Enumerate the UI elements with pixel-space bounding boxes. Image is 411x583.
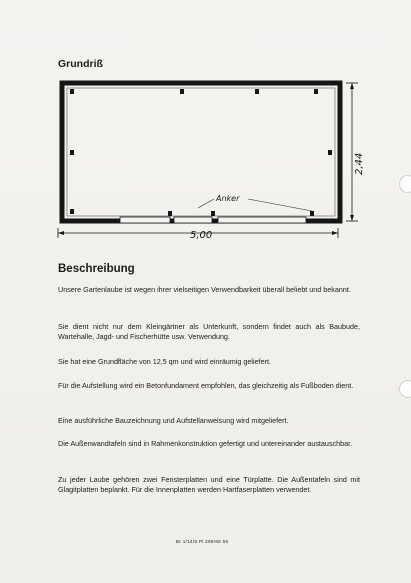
description-paragraph: Sie hat eine Grundfläche von 12,5 qm und wird einräumig geliefert. — [58, 357, 271, 366]
dimension-width-label: 2,44 — [354, 152, 365, 175]
punch-hole — [399, 175, 411, 193]
dimension-width — [346, 83, 365, 221]
punch-hole — [399, 380, 411, 398]
description-heading: Beschreibung — [58, 263, 135, 275]
description-paragraph: Unsere Gartenlaube ist wegen ihrer vielseitigen Verwendbarkeit überall beliebt und bekannt. — [58, 285, 351, 294]
dimension-length — [58, 228, 338, 241]
anchor-leader-line — [198, 199, 214, 208]
dimension-length-label: 5,00 — [190, 230, 213, 241]
window-opening — [120, 217, 170, 223]
description-paragraph: Zu jeder Laube gehören zwei Fensterplatten und eine Türplatte. Die Außentafeln sind mit Glagitplatten beplankt. Für die Innenplatten werden Hartfaserplatten verwendet. — [58, 475, 360, 495]
inner-wall — [67, 88, 335, 216]
anchor-label: Anker — [216, 194, 240, 203]
anchor-leader-line — [248, 199, 312, 211]
description-paragraph: Eine ausführliche Bauzeichnung und Aufstellanweisung wird mitgeliefert. — [58, 416, 289, 425]
print-code-footer: Br 1/14/5 Pi 296/69 55 — [176, 539, 229, 544]
outer-wall — [62, 83, 340, 221]
window-opening — [218, 217, 306, 223]
door-opening — [174, 217, 212, 223]
description-paragraph: Sie dient nicht nur dem Kleingärtner als Unterkunft, sondern findet auch als Baubude, Wartehalle, Jagd- und Fischerhütte usw. Verwendung. — [58, 322, 360, 342]
floor-plan-drawing — [50, 75, 370, 250]
description-paragraph: Für die Aufstellung wird ein Betonfundament empfohlen, das gleichzeitig als Fußboden dient. — [58, 381, 354, 390]
floor-plan-heading: Grundriß — [58, 58, 103, 70]
description-paragraph: Die Außenwandtafeln sind in Rahmenkonstruktion gefertigt und untereinander austauschbar. — [58, 439, 353, 448]
post-marks — [70, 89, 332, 216]
